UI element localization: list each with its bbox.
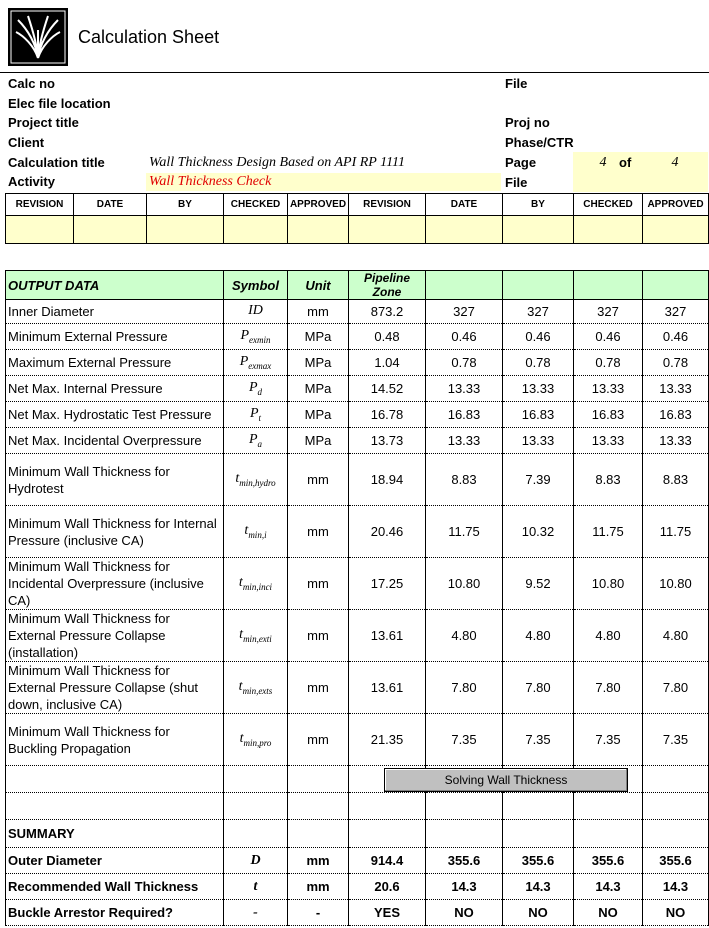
row-symbol (224, 300, 288, 324)
row-description: Minimum Wall Thickness for Incidental Overpressure (inclusive CA) (6, 558, 224, 610)
page-of-label: of (619, 155, 632, 170)
row-value[interactable]: 4.80 (643, 610, 709, 662)
row-value[interactable]: 873.2 (349, 300, 426, 324)
row-value[interactable]: 18.94 (349, 454, 426, 506)
empty-cell (349, 820, 426, 848)
empty-cell (574, 793, 643, 820)
summary-title: SUMMARY (6, 820, 224, 848)
symbol-base: P (248, 432, 258, 448)
calculation-title-label: Calculation title (8, 155, 105, 170)
checked-header: CHECKED (574, 194, 643, 216)
row-value[interactable]: 327 (643, 300, 709, 324)
row-unit: mm (288, 714, 349, 766)
approved-cell[interactable] (643, 216, 709, 244)
summary-unit: - (288, 900, 349, 926)
row-unit: MPa (288, 324, 349, 350)
row-value[interactable]: 21.35 (349, 714, 426, 766)
revision-cell[interactable] (6, 216, 74, 244)
page-label: Page (505, 155, 537, 170)
summary-row (6, 848, 709, 874)
project-title-label: Project title (8, 115, 79, 130)
symbol-header: Symbol (224, 271, 288, 300)
revision-header: REVISION (349, 194, 426, 216)
summary-value[interactable]: 14.3 (426, 874, 503, 900)
row-value[interactable]: 327 (426, 300, 503, 324)
empty-cell (224, 820, 288, 848)
row-value[interactable]: 13.33 (503, 376, 574, 402)
activity-label: Activity (8, 174, 55, 189)
symbol-subscript: min,inci (242, 581, 273, 592)
symbol-subscript: a (257, 438, 263, 449)
approved-header: APPROVED (643, 194, 709, 216)
row-unit: MPa (288, 350, 349, 376)
by-header: BY (147, 194, 224, 216)
row-symbol (224, 610, 288, 662)
row-value[interactable]: 13.33 (426, 376, 503, 402)
row-value[interactable]: 13.73 (349, 428, 426, 454)
symbol-base: P (248, 380, 258, 396)
row-value[interactable]: 4.80 (574, 610, 643, 662)
row-value[interactable]: 8.83 (643, 454, 709, 506)
row-value[interactable]: 13.33 (426, 428, 503, 454)
row-symbol (224, 662, 288, 714)
output-row (6, 376, 709, 402)
symbol-base: ID (248, 303, 263, 319)
symbol-base: P (240, 328, 250, 344)
row-value[interactable]: 0.48 (349, 324, 426, 350)
output-row (6, 350, 709, 376)
zone-header-cell (503, 271, 574, 300)
row-value[interactable]: 7.35 (574, 714, 643, 766)
sheet-title: Calculation Sheet (78, 27, 220, 47)
pipeline-zone-header: Pipeline Zone (349, 271, 426, 300)
empty-cell (6, 793, 224, 820)
symbol-subscript: min,exti (243, 633, 272, 644)
row-value[interactable]: 13.61 (349, 610, 426, 662)
row-symbol (224, 454, 288, 506)
row-value[interactable]: 13.61 (349, 662, 426, 714)
symbol-subscript: min,exts (242, 685, 273, 696)
row-value[interactable]: 7.80 (426, 662, 503, 714)
output-row (6, 506, 709, 558)
row-value[interactable]: 0.46 (574, 324, 643, 350)
row-unit: MPa (288, 376, 349, 402)
empty-cell (349, 793, 426, 820)
output-row (6, 558, 709, 610)
output-row (6, 402, 709, 428)
row-value[interactable]: 11.75 (574, 506, 643, 558)
empty-cell (288, 793, 349, 820)
row-symbol (224, 558, 288, 610)
summary-value[interactable]: 355.6 (426, 848, 503, 874)
row-description: Inner Diameter (6, 300, 224, 324)
symbol-subscript: exmax (248, 360, 272, 371)
proj-no-label: Proj no (505, 115, 550, 130)
summary-row (6, 900, 709, 926)
checked-cell[interactable] (574, 216, 643, 244)
summary-value[interactable]: NO (643, 900, 709, 926)
row-value[interactable]: 7.39 (503, 454, 574, 506)
row-value[interactable]: 13.33 (643, 428, 709, 454)
symbol-subscript: min,pro (243, 737, 272, 748)
summary-value[interactable]: NO (503, 900, 574, 926)
row-value[interactable]: 1.04 (349, 350, 426, 376)
row-value[interactable]: 7.35 (426, 714, 503, 766)
row-value[interactable]: 0.78 (426, 350, 503, 376)
row-value[interactable]: 0.46 (503, 324, 574, 350)
summary-symbol: D (224, 848, 288, 874)
output-data-header: OUTPUT DATA (6, 271, 224, 300)
row-value[interactable]: 10.80 (426, 558, 503, 610)
output-row (6, 428, 709, 454)
summary-value[interactable]: 914.4 (349, 848, 426, 874)
date-cell[interactable] (426, 216, 503, 244)
row-description: Minimum Wall Thickness for External Pressure Collapse (shut down, inclusive CA) (6, 662, 224, 714)
summary-value[interactable]: 355.6 (643, 848, 709, 874)
checked-cell[interactable] (224, 216, 288, 244)
zone-header-cell (643, 271, 709, 300)
row-description: Net Max. Hydrostatic Test Pressure (6, 402, 224, 428)
empty-cell (574, 820, 643, 848)
row-value[interactable]: 4.80 (426, 610, 503, 662)
symbol-base: t (238, 679, 243, 695)
row-value[interactable]: 20.46 (349, 506, 426, 558)
summary-symbol: - (224, 900, 288, 926)
revision-table (5, 193, 709, 244)
symbol-base: P (249, 406, 259, 422)
output-row (6, 662, 709, 714)
row-value[interactable]: 0.78 (503, 350, 574, 376)
revision-cell[interactable] (349, 216, 426, 244)
row-value[interactable]: 0.78 (643, 350, 709, 376)
approved-cell[interactable] (288, 216, 349, 244)
summary-value[interactable]: NO (574, 900, 643, 926)
file-label-2: File (505, 175, 528, 190)
row-description: Net Max. Incidental Overpressure (6, 428, 224, 454)
row-value[interactable]: 8.83 (426, 454, 503, 506)
output-row (6, 324, 709, 350)
row-value[interactable]: 7.80 (574, 662, 643, 714)
summary-value[interactable]: 355.6 (574, 848, 643, 874)
symbol-subscript: min,i (248, 529, 267, 540)
row-value[interactable]: 327 (503, 300, 574, 324)
date-header: DATE (74, 194, 147, 216)
row-value[interactable]: 7.80 (503, 662, 574, 714)
row-symbol (224, 506, 288, 558)
row-value[interactable]: 16.83 (643, 402, 709, 428)
row-unit: mm (288, 506, 349, 558)
zone-header-cell (574, 271, 643, 300)
client-label: Client (8, 135, 45, 150)
row-unit: mm (288, 662, 349, 714)
row-value[interactable]: 13.33 (503, 428, 574, 454)
row-value[interactable]: 11.75 (643, 506, 709, 558)
output-row (6, 454, 709, 506)
row-value[interactable]: 10.80 (574, 558, 643, 610)
output-row (6, 610, 709, 662)
symbol-base: t (238, 575, 243, 591)
page-number[interactable]: 4 (599, 155, 607, 170)
symbol-subscript: t (258, 412, 262, 423)
summary-value[interactable]: 14.3 (643, 874, 709, 900)
company-logo (8, 8, 68, 66)
output-row (6, 300, 709, 324)
summary-value[interactable]: YES (349, 900, 426, 926)
row-symbol (224, 350, 288, 376)
row-value[interactable]: 16.83 (426, 402, 503, 428)
empty-cell (6, 766, 224, 793)
row-symbol (224, 714, 288, 766)
row-value[interactable]: 327 (574, 300, 643, 324)
empty-cell (426, 820, 503, 848)
date-header: DATE (426, 194, 503, 216)
summary-title-row (6, 820, 709, 848)
symbol-subscript: min,hydro (239, 477, 276, 488)
row-description: Minimum Wall Thickness for External Pressure Collapse (installation) (6, 610, 224, 662)
row-value[interactable]: 17.25 (349, 558, 426, 610)
row-value[interactable]: 4.80 (503, 610, 574, 662)
empty-cell (224, 793, 288, 820)
symbol-base: t (235, 471, 240, 487)
calculation-title-value[interactable]: Wall Thickness Design Based on API RP 1111 (149, 155, 405, 170)
output-row (6, 714, 709, 766)
page-total[interactable]: 4 (671, 155, 679, 170)
summary-description: Buckle Arrestor Required? (6, 900, 224, 926)
row-value[interactable]: 7.35 (643, 714, 709, 766)
unit-header: Unit (288, 271, 349, 300)
row-value[interactable]: 13.33 (574, 376, 643, 402)
row-unit: mm (288, 454, 349, 506)
summary-description: Recommended Wall Thickness (6, 874, 224, 900)
row-symbol (224, 402, 288, 428)
summary-unit: mm (288, 848, 349, 874)
summary-symbol: t (224, 874, 288, 900)
row-description: Minimum Wall Thickness for Buckling Propagation (6, 714, 224, 766)
calc-no-label: Calc no (8, 76, 55, 91)
row-value[interactable]: 16.83 (574, 402, 643, 428)
row-value[interactable]: 14.52 (349, 376, 426, 402)
empty-cell (288, 820, 349, 848)
row-value[interactable]: 7.35 (503, 714, 574, 766)
solving-wall-thickness-button[interactable]: Solving Wall Thickness (384, 768, 628, 792)
revision-header: REVISION (6, 194, 74, 216)
empty-cell (643, 793, 709, 820)
summary-value[interactable]: 14.3 (574, 874, 643, 900)
empty-cell (503, 793, 574, 820)
summary-row (6, 874, 709, 900)
by-cell[interactable] (147, 216, 224, 244)
row-symbol (224, 324, 288, 350)
row-value[interactable]: 13.33 (574, 428, 643, 454)
by-cell[interactable] (503, 216, 574, 244)
empty-cell (643, 820, 709, 848)
summary-value[interactable]: 355.6 (503, 848, 574, 874)
by-header: BY (503, 194, 574, 216)
row-value[interactable]: 0.46 (426, 324, 503, 350)
row-value[interactable]: 11.75 (426, 506, 503, 558)
row-unit: mm (288, 610, 349, 662)
empty-cell (643, 766, 709, 793)
row-symbol (224, 376, 288, 402)
date-cell[interactable] (74, 216, 147, 244)
row-unit: mm (288, 558, 349, 610)
summary-value[interactable]: 20.6 (349, 874, 426, 900)
row-description: Net Max. Internal Pressure (6, 376, 224, 402)
row-value[interactable]: 9.52 (503, 558, 574, 610)
row-unit: MPa (288, 428, 349, 454)
row-description: Maximum External Pressure (6, 350, 224, 376)
output-data-table (5, 270, 709, 926)
empty-cell (224, 766, 288, 793)
checked-header: CHECKED (224, 194, 288, 216)
empty-cell (426, 793, 503, 820)
row-value[interactable]: 13.33 (643, 376, 709, 402)
summary-value[interactable]: 14.3 (503, 874, 574, 900)
row-value[interactable]: 8.83 (574, 454, 643, 506)
symbol-subscript: d (257, 386, 263, 397)
elec-file-location-label: Elec file location (8, 96, 111, 111)
row-unit: MPa (288, 402, 349, 428)
row-symbol (224, 428, 288, 454)
row-description: Minimum Wall Thickness for Internal Pressure (inclusive CA) (6, 506, 224, 558)
symbol-base: t (239, 731, 244, 747)
activity-value[interactable]: Wall Thickness Check (149, 174, 272, 189)
file-label: File (505, 76, 528, 91)
row-description: Minimum Wall Thickness for Hydrotest (6, 454, 224, 506)
summary-description: Outer Diameter (6, 848, 224, 874)
row-value[interactable]: 0.78 (574, 350, 643, 376)
symbol-base: t (244, 523, 249, 539)
empty-cell (288, 766, 349, 793)
summary-unit: mm (288, 874, 349, 900)
zone-header-cell (426, 271, 503, 300)
spacer-row (6, 793, 709, 820)
symbol-base: t (239, 627, 244, 643)
row-value[interactable]: 10.32 (503, 506, 574, 558)
row-value[interactable]: 16.78 (349, 402, 426, 428)
phase-ctr-label: Phase/CTR (505, 135, 574, 150)
row-value[interactable]: 7.80 (643, 662, 709, 714)
approved-header: APPROVED (288, 194, 349, 216)
row-description: Minimum External Pressure (6, 324, 224, 350)
symbol-base: P (239, 354, 249, 370)
row-value[interactable]: 0.46 (643, 324, 709, 350)
row-unit: mm (288, 300, 349, 324)
empty-cell (503, 820, 574, 848)
row-value[interactable]: 10.80 (643, 558, 709, 610)
symbol-subscript: exmin (249, 334, 271, 345)
summary-value[interactable]: NO (426, 900, 503, 926)
row-value[interactable]: 16.83 (503, 402, 574, 428)
